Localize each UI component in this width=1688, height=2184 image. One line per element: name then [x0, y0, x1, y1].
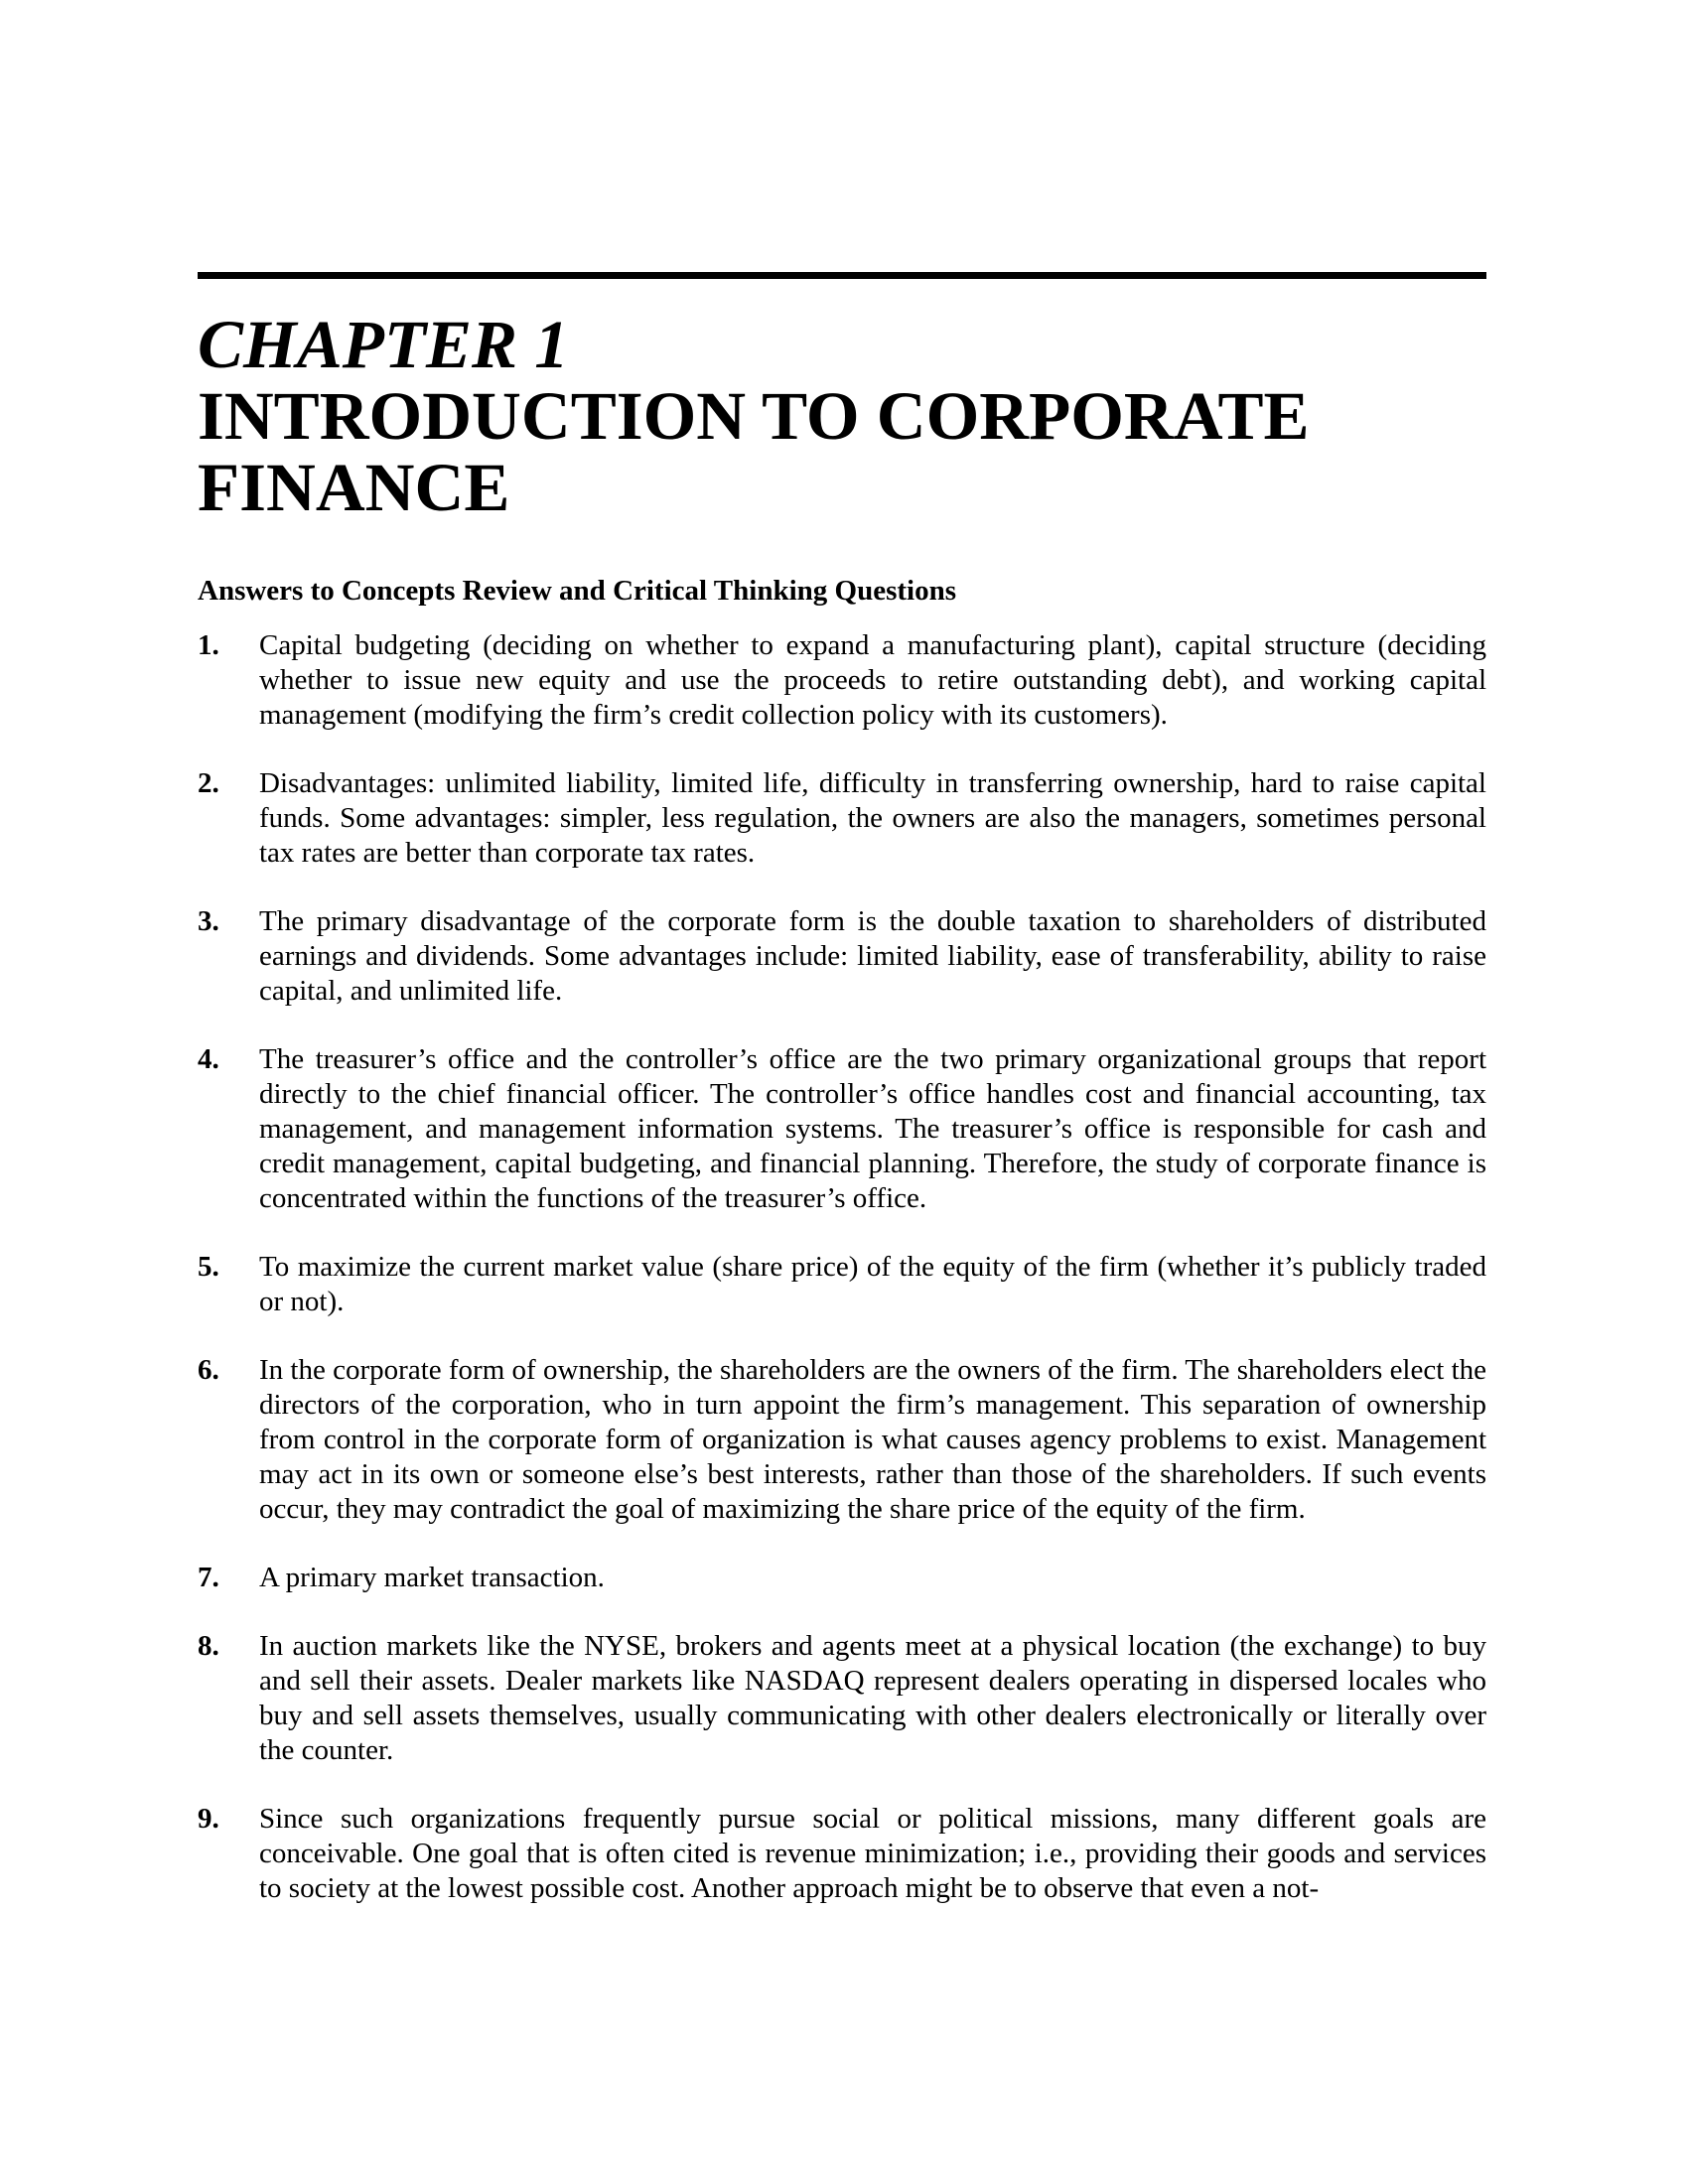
- answer-number: 9.: [198, 1803, 219, 1835]
- answer-number: 6.: [198, 1354, 219, 1386]
- answer-number: 3.: [198, 905, 219, 937]
- answer-list: [198, 628, 1486, 1906]
- answer-item-9: [198, 1802, 1486, 1906]
- answer-text: In auction markets like the NYSE, brokers and agents meet at a physical location (the exchange) to buy and sell their assets. Dealer markets like NASDAQ represent dealers operating in dispersed locales who buy and sell assets themselves, usually communicating with other dealers electronically or literally over the counter.: [259, 1630, 1486, 1766]
- answer-text: Capital budgeting (deciding on whether to expand a manufacturing plant), capital structure (deciding whether to issue new equity and use the proceeds to retire outstanding debt), and working capital management (modifying the firm’s credit collection policy with its customers).: [259, 629, 1486, 731]
- answer-item-8: [198, 1629, 1486, 1768]
- answer-item-7: [198, 1561, 1486, 1595]
- document-page: [198, 272, 1486, 1940]
- answer-item-3: [198, 904, 1486, 1009]
- answer-text: Disadvantages: unlimited liability, limited life, difficulty in transferring ownership, hard to raise capital funds. Some advantages: simpler, less regulation, the owners are also the managers, sometimes personal tax rates are better than corporate tax rates.: [259, 767, 1486, 869]
- answer-number: 1.: [198, 629, 219, 661]
- answer-text: Since such organizations frequently pursue social or political missions, many different goals are conceivable. One goal that is often cited is revenue minimization; i.e., providing their goods and services to society at the lowest possible cost. Another approach might be to observe that even a not-: [259, 1803, 1486, 1904]
- section-heading: Answers to Concepts Review and Critical Thinking Questions: [198, 575, 956, 607]
- answer-number: 4.: [198, 1043, 219, 1075]
- answer-item-6: [198, 1353, 1486, 1527]
- answer-text: The primary disadvantage of the corporate form is the double taxation to shareholders of distributed earnings and dividends. Some advantages include: limited liability, ease of transferability, ability to raise capital, and unlimited life.: [259, 905, 1486, 1007]
- answer-text: A primary market transaction.: [259, 1562, 605, 1593]
- answer-item-5: [198, 1250, 1486, 1319]
- chapter-title: INTRODUCTION TO CORPORATE FINANCE: [198, 378, 1310, 525]
- answer-text: To maximize the current market value (share price) of the equity of the firm (whether it’s publicly traded or not).: [259, 1251, 1486, 1317]
- answer-text: In the corporate form of ownership, the shareholders are the owners of the firm. The shareholders elect the directors of the corporation, who in turn appoint the firm’s management. This separation of ownership from control in the corporate form of organization is what causes agency problems to exist. Management may act in its own or someone else’s best interests, rather than those of the shareholders. If such events occur, they may contradict the goal of maximizing the share price of the equity of the firm.: [259, 1354, 1486, 1525]
- answer-text: The treasurer’s office and the controller’s office are the two primary organizational groups that report directly to the chief financial officer. The controller’s office handles cost and financial accounting, tax management, and management information systems. The treasurer’s office is responsible for cash and credit management, capital budgeting, and financial planning. Therefore, the study of corporate finance is concentrated within the functions of the treasurer’s office.: [259, 1043, 1486, 1214]
- answer-number: 8.: [198, 1630, 219, 1662]
- answer-number: 2.: [198, 767, 219, 799]
- answer-item-4: [198, 1042, 1486, 1216]
- answer-number: 7.: [198, 1562, 219, 1593]
- answer-number: 5.: [198, 1251, 219, 1283]
- top-rule: [198, 272, 1486, 279]
- answer-item-1: [198, 628, 1486, 733]
- chapter-label: CHAPTER 1: [198, 307, 569, 382]
- answer-item-2: [198, 766, 1486, 871]
